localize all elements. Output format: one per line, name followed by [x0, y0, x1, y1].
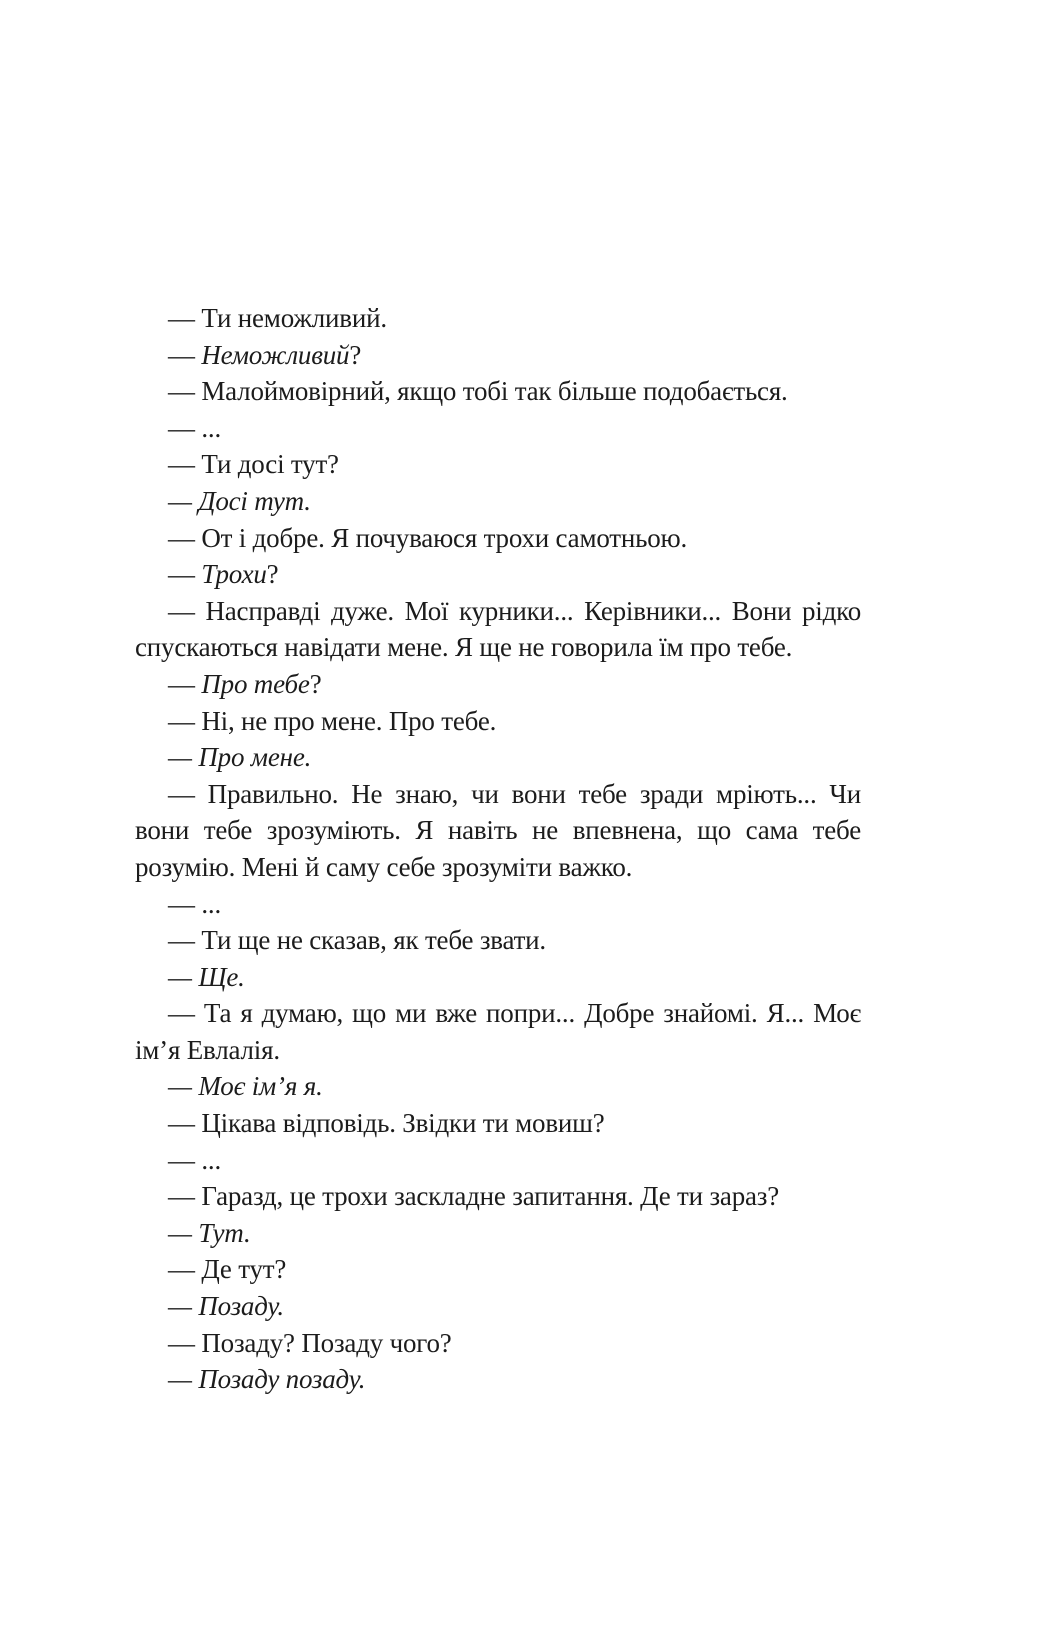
- dialogue-line: — Цікава відповідь. Звідки ти мовиш?: [168, 1108, 605, 1139]
- dialogue-line: — Моє ім’я я.: [168, 1071, 323, 1102]
- dialogue-line: — Неможливий?: [168, 339, 362, 370]
- dialogue-line: — От і добре. Я почуваюся трохи самотньою.: [168, 522, 688, 553]
- dialogue-line: — Позаду позаду.: [168, 1364, 366, 1395]
- dialogue-line: — Позаду.: [168, 1291, 284, 1322]
- dialogue-line: — Тут.: [168, 1217, 251, 1248]
- dialogue-line: — Гаразд, це трохи заскладне запитання. Де ти зараз?: [168, 1181, 780, 1212]
- dialogue-line: — Про тебе?: [168, 668, 322, 699]
- dialogue-line: — ...: [168, 888, 222, 919]
- dialogue-line: — Правильно. Не знаю, чи вони тебе зради мріють... Чи вони тебе зрозуміють. Я навіть не впевнена, що сама тебе розумію. Мені й саму себе зрозуміти важко.: [135, 778, 861, 882]
- dialogue-line: — Трохи?: [168, 559, 279, 590]
- dialogue-line: — Де тут?: [168, 1254, 287, 1285]
- dialogue-line: — Про мене.: [168, 742, 312, 773]
- dialogue-line: — Ще.: [168, 961, 245, 992]
- dialogue-line: — Позаду? Позаду чого?: [168, 1327, 452, 1358]
- dialogue-line: — Ти неможливий.: [168, 303, 387, 333]
- dialogue-line: — Ні, не про мене. Про тебе.: [168, 705, 497, 736]
- dialogue-line: — Ти ще не сказав, як тебе звати.: [168, 925, 546, 956]
- dialogue-line: — ...: [168, 1144, 222, 1175]
- dialogue-line: — Та я думаю, що ми вже попри... Добре знайомі. Я... Моє ім’я Евлалія.: [135, 998, 861, 1065]
- dialogue-line: — Досі тут.: [168, 485, 311, 516]
- dialogue-line: — Малоймовірний, якщо тобі так більше подобається.: [168, 376, 788, 407]
- dialogue-text: [135, 300, 861, 1398]
- dialogue-line: — ...: [168, 412, 222, 443]
- dialogue-line: — Насправді дуже. Мої курники... Керівники... Вони рідко спускаються навідати мене. Я ще не говорила їм про тебе.: [135, 595, 861, 663]
- dialogue-line: — Ти досі тут?: [168, 449, 339, 480]
